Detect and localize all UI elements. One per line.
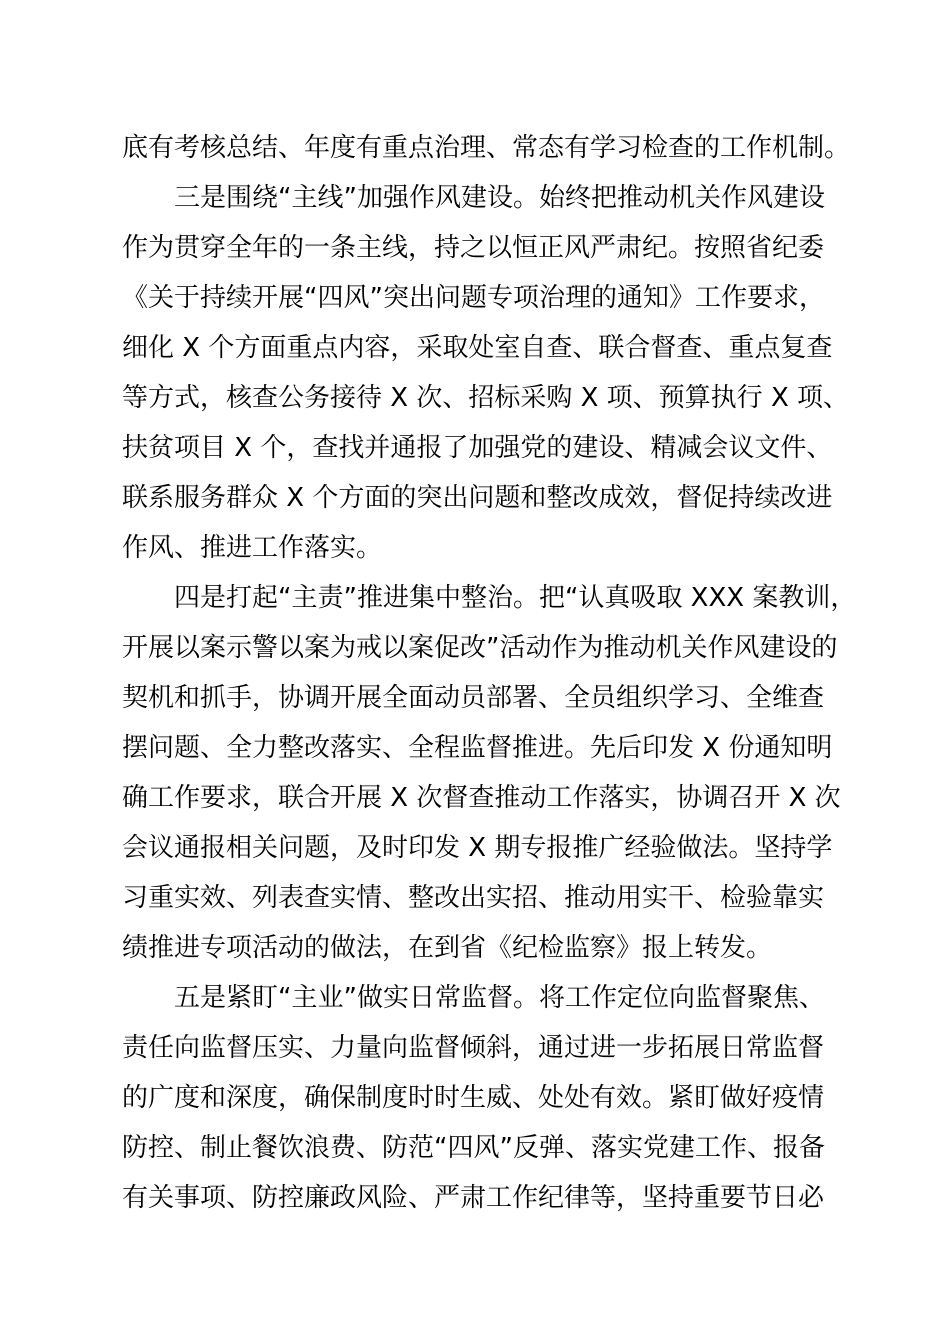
text-line: 防控、制止餐饮浪费、防范“四风”反弹、落实党建工作、报备: [122, 1133, 825, 1163]
text-line: 《关于持续开展“四风”突出问题专项治理的通知》工作要求，: [122, 283, 825, 313]
text-line: 绩推进专项活动的做法，在到省《纪检监察》报上转发。: [122, 933, 773, 963]
text-line: 扶贫项目 X 个，查找并通报了加强党的建设、精减会议文件、: [122, 433, 833, 463]
paragraph-start-line: 三是围绕“主线”加强作风建设。始终把推动机关作风建设: [174, 183, 825, 213]
text-line: 的广度和深度，确保制度时时生威、处处有效。紧盯做好疫情: [122, 1083, 825, 1113]
text-line: 等方式，核查公务接待 X 次、招标采购 X 项、预算执行 X 项、: [122, 383, 850, 413]
text-line: 确工作要求，联合开展 X 次督查推动工作落实，协调召开 X 次: [122, 783, 841, 813]
text-line: 细化 X 个方面重点内容，采取处室自查、联合督查、重点复查: [122, 333, 833, 363]
text-line: 契机和抓手，协调开展全面动员部署、全员组织学习、全维查: [122, 683, 825, 713]
text-line: 习重实效、列表查实情、整改出实招、推动用实干、检验靠实: [122, 883, 825, 913]
paragraph-start-line: 四是打起“主责”推进集中整治。把“认真吸取 XXX 案教训，: [174, 583, 857, 613]
text-line: 底有考核总结、年度有重点治理、常态有学习检查的工作机制。: [122, 133, 851, 163]
text-line: 作风、推进工作落实。: [122, 533, 383, 563]
text-line: 责任向监督压实、力量向监督倾斜，通过进一步拓展日常监督: [122, 1033, 825, 1063]
text-line: 开展以案示警以案为戒以案促改”活动作为推动机关作风建设的: [122, 633, 838, 663]
text-line: 联系服务群众 X 个方面的突出问题和整改成效，督促持续改进: [122, 483, 833, 513]
text-line: 有关事项、防控廉政风险、严肃工作纪律等，坚持重要节日必: [122, 1183, 825, 1213]
text-line: 作为贯穿全年的一条主线，持之以恒正风严肃纪。按照省纪委: [122, 233, 825, 263]
text-line: 会议通报相关问题，及时印发 X 期专报推广经验做法。坚持学: [122, 833, 833, 863]
text-line: 摆问题、全力整改落实、全程监督推进。先后印发 X 份通知明: [122, 733, 833, 763]
paragraph-start-line: 五是紧盯“主业”做实日常监督。将工作定位向监督聚焦、: [174, 983, 825, 1013]
